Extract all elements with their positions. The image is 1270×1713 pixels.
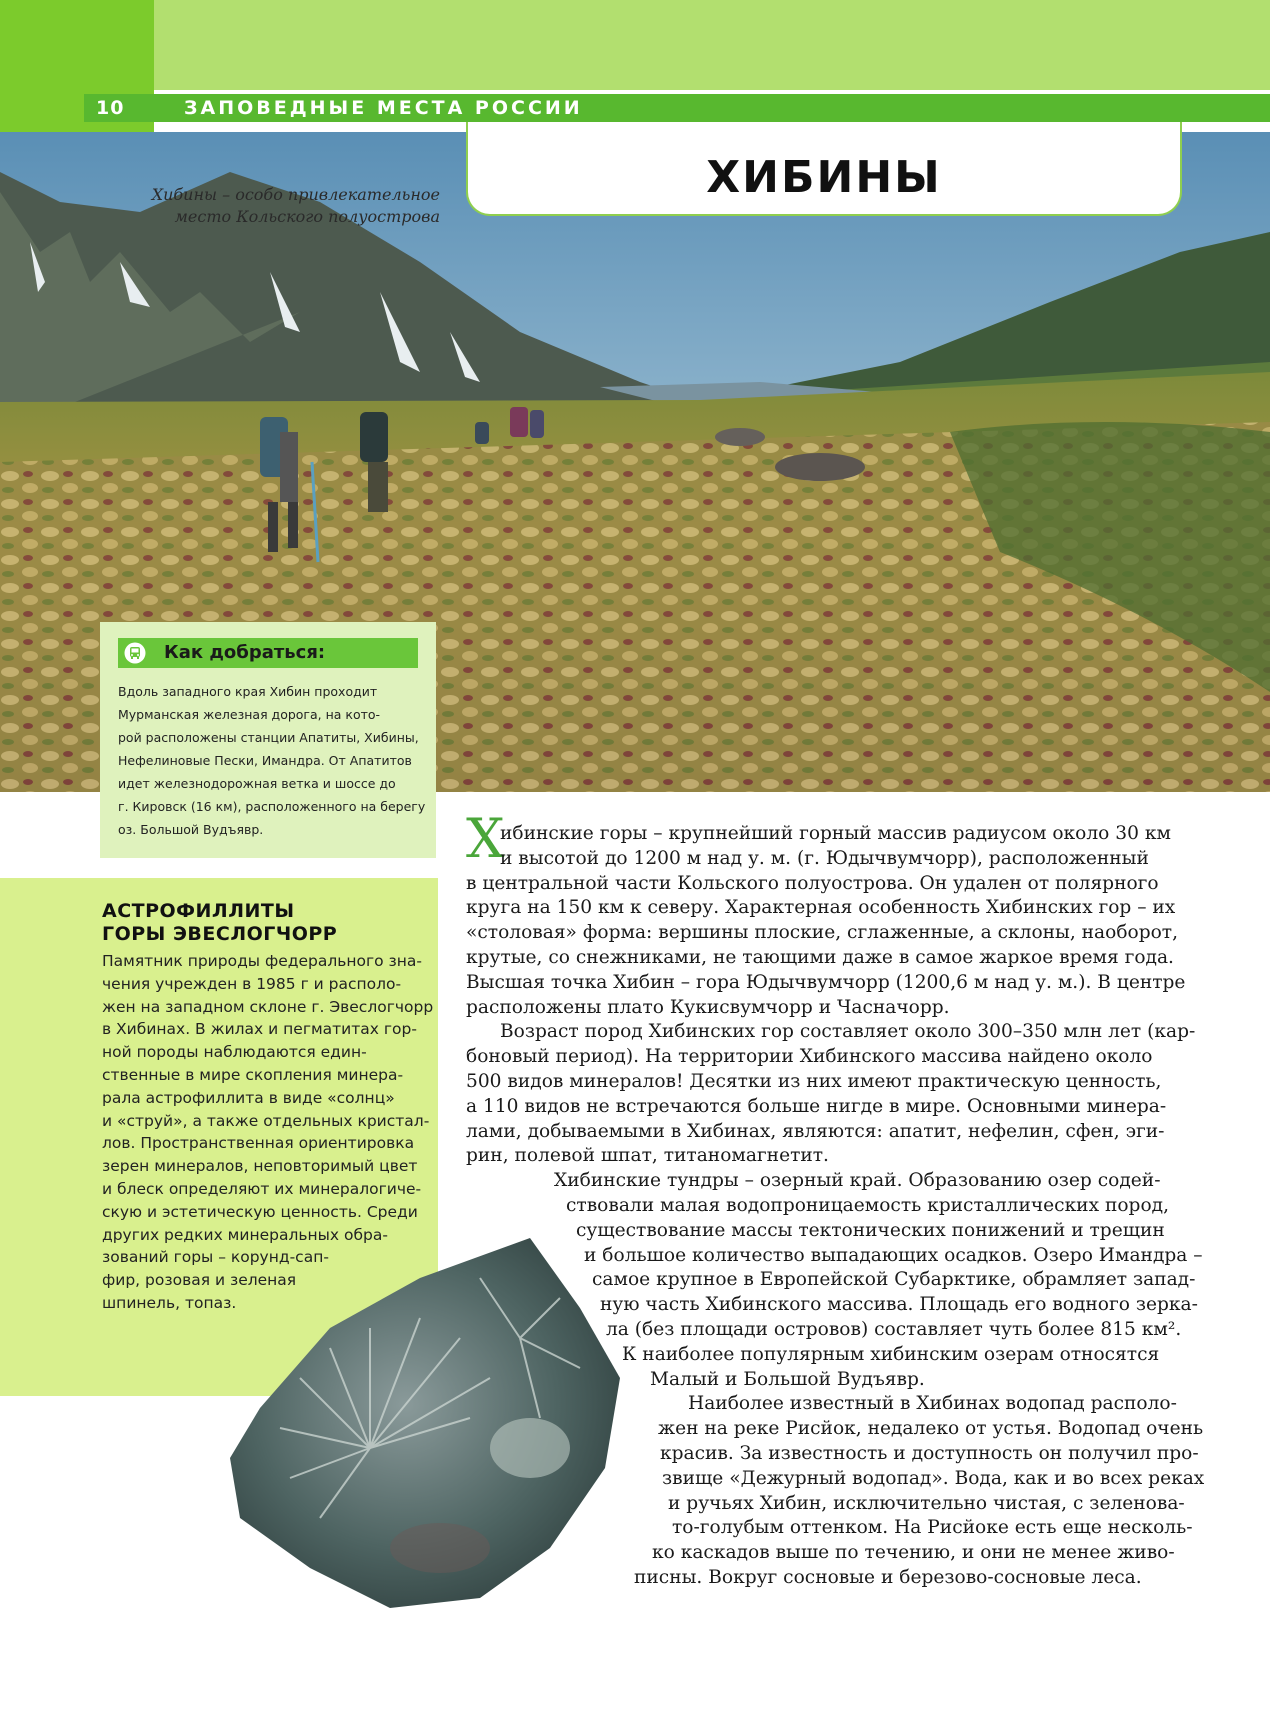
sidebar-line: других редких минеральных обра- — [102, 1225, 388, 1244]
article-line: ко каскадов выше по течению, и они не менее живо- — [652, 1542, 1175, 1564]
photo-caption-line: место Кольского полуострова — [174, 207, 440, 226]
travel-heading: Как добраться: — [164, 642, 326, 663]
header-band — [0, 0, 1270, 90]
sidebar-line: шпинель, топаз. — [102, 1293, 237, 1312]
section-title: ЗАПОВЕДНЫЕ МЕСТА РОССИИ — [184, 97, 583, 119]
page-number: 10 — [96, 97, 125, 119]
page-title: ХИБИНЫ — [706, 152, 942, 203]
article-line: К наиболее популярным хибинским озерам относятся — [622, 1343, 1160, 1365]
article-line: расположены плато Кукисвумчорр и Часначорр. — [466, 996, 950, 1018]
article-line: Возраст пород Хибинских гор составляет около 300–350 млн лет (кар- — [500, 1021, 1196, 1043]
travel-line: Мурманская железная дорога, на кото- — [118, 707, 381, 722]
travel-line: оз. Большой Вудъявр. — [118, 822, 264, 837]
sidebar-line: ной породы наблюдаются един- — [102, 1043, 367, 1062]
article-line: лами, добываемыми в Хибинах, являются: апатит, нефелин, сфен, эги- — [466, 1120, 1165, 1142]
sidebar-line: и «струй», а также отдельных кристал- — [102, 1111, 430, 1130]
sidebar-title-line: АСТРОФИЛЛИТЫ — [102, 900, 295, 922]
travel-box — [100, 622, 436, 858]
sidebar-line: и блеск определяют их минералогиче- — [102, 1179, 422, 1198]
article-line: ную часть Хибинского массива. Площадь его водного зерка- — [600, 1294, 1198, 1316]
article-line: 500 видов минералов! Десятки из них имеют практическую ценность, — [466, 1071, 1162, 1092]
article-line: ла (без площади островов) составляет чуть более 815 км². — [606, 1319, 1182, 1340]
travel-line: г. Кировск (16 км), расположенного на берегу — [118, 799, 426, 814]
article-line: жен на реке Рисйок, недалеко от устья. Водопад очень — [658, 1418, 1204, 1440]
article-line: «столовая» форма: вершины плоские, сглаженные, а склоны, наоборот, — [466, 922, 1179, 944]
article-line: звище «Дежурный водопад». Вода, как и во всех реках — [662, 1467, 1205, 1489]
sidebar-line: зований горы – корунд-сап- — [102, 1248, 329, 1267]
photo-caption — [120, 184, 440, 228]
article-line: рин, полевой шпат, титаномагнетит. — [466, 1145, 829, 1167]
article-line: и высотой до 1200 м над у. м. (г. Юдычвумчорр), расположенный — [500, 847, 1149, 869]
sidebar-line: фир, розовая и зеленая — [102, 1271, 297, 1290]
sidebar-title-line: ГОРЫ ЭВЕСЛОГЧОРР — [102, 923, 338, 945]
article-line: красив. За известность и доступность он получил про- — [660, 1443, 1199, 1464]
sidebar-line: скую и эстетическую ценность. Среди — [102, 1202, 418, 1221]
sidebar-line: чения учрежден в 1985 г и располо- — [102, 974, 402, 993]
article-line: в центральной части Кольского полуострова. Он удален от полярного — [466, 872, 1159, 894]
article-line: боновый период). На территории Хибинского массива найдено около — [466, 1046, 1153, 1068]
article-line: ибинские горы – крупнейший горный массив радиусом около 30 км — [500, 823, 1171, 844]
travel-line: Нефелиновые Пески, Имандра. От Апатитов — [118, 753, 412, 768]
sidebar-line: ственные в мире скопления минера- — [102, 1065, 404, 1084]
sidebar-line: зерен минералов, неповторимый цвет — [102, 1157, 418, 1176]
article-line: и ручьях Хибин, исключительно чистая, с зеленова- — [668, 1492, 1185, 1514]
article-line: Наиболее известный в Хибинах водопад располо- — [688, 1393, 1177, 1415]
article-line: и большое количество выпадающих осадков. Озеро Имандра – — [584, 1244, 1203, 1266]
sidebar-line: лов. Пространственная ориентировка — [102, 1134, 415, 1153]
travel-heading-bar — [118, 638, 418, 668]
article-line: Хибинские тундры – озерный край. Образованию озер содей- — [554, 1170, 1161, 1192]
sidebar-line: Памятник природы федерального зна- — [102, 952, 423, 970]
article-line: существование массы тектонических понижений и трещин — [576, 1219, 1165, 1241]
travel-line: рой расположены станции Апатиты, Хибины, — [118, 730, 419, 745]
sidebar-line: рала астрофиллита в виде «солнц» — [102, 1088, 395, 1107]
article-line: писны. Вокруг сосновые и березово-сосновые леса. — [634, 1567, 1142, 1588]
article-line: Высшая точка Хибин – гора Юдычвумчорр (1200,6 м над у. м.). В центре — [466, 971, 1186, 993]
article-line: самое крупное в Европейской Субарктике, обрамляет запад- — [592, 1269, 1196, 1291]
article-line: то-голубым оттенком. На Рисйоке есть еще несколь- — [672, 1517, 1193, 1539]
article-line: круга на 150 км к северу. Характерная особенность Хибинских гор – их — [466, 897, 1176, 919]
photo-caption-line: Хибины – особо привлекательное — [151, 185, 440, 204]
article-line: а 110 видов не встречаются больше нигде в мире. Основными минера- — [466, 1095, 1167, 1117]
travel-line: идет железнодорожная ветка и шоссе до — [118, 776, 396, 791]
title-box — [466, 122, 1182, 216]
travel-line: Вдоль западного края Хибин проходит — [118, 684, 378, 699]
travel-text — [118, 680, 426, 841]
bus-icon — [124, 642, 146, 664]
article-line: крутые, со снежниками, не тающими даже в самое жаркое время года. — [466, 947, 1174, 968]
sidebar-line: жен на западном склоне г. Эвеслогчорр — [102, 997, 434, 1016]
article-line: Малый и Большой Вудъявр. — [650, 1368, 925, 1390]
astrophyllite-mineral-image — [220, 1218, 640, 1618]
article-line: ствовали малая водопроницаемость кристаллических пород, — [566, 1195, 1170, 1216]
drop-cap: Х — [466, 807, 505, 870]
sidebar-title — [102, 900, 337, 946]
sidebar-line: в Хибинах. В жилах и пегматитах гор- — [102, 1020, 417, 1039]
